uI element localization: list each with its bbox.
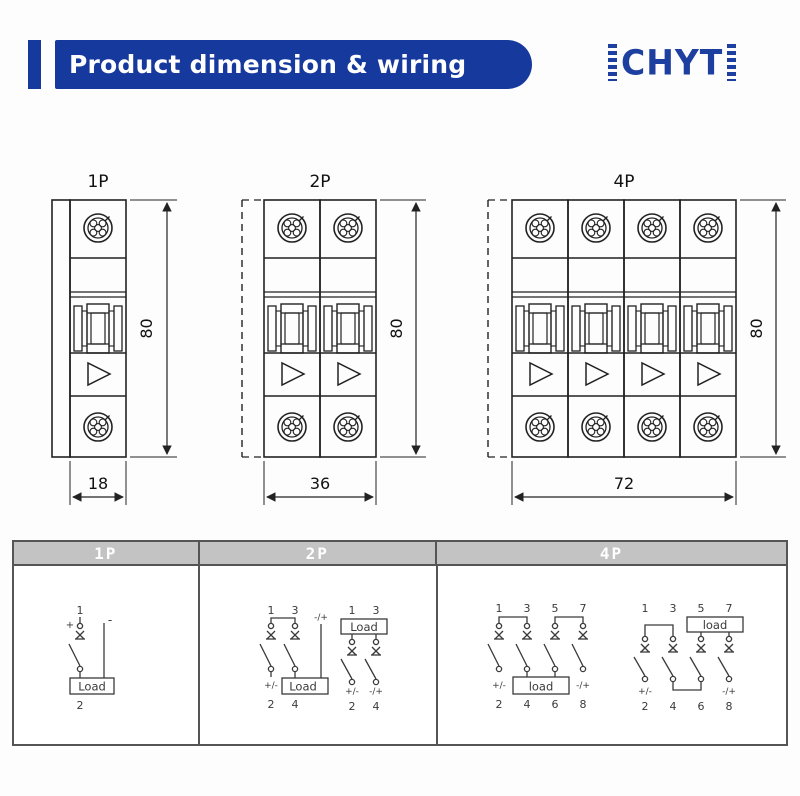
page-title: Product dimension & wiring bbox=[69, 50, 467, 79]
term-label: 8 bbox=[725, 700, 733, 713]
load-label: Load bbox=[350, 620, 378, 634]
drawing-1p-height: 80 bbox=[137, 318, 156, 339]
term-label: 6 bbox=[697, 700, 705, 713]
drawing-2p-width: 36 bbox=[309, 474, 331, 493]
polarity-label: -/+ bbox=[722, 687, 736, 697]
polarity-label: +/- bbox=[492, 681, 506, 691]
drawing-4p-label: 4P bbox=[613, 172, 635, 192]
wiring-cell-2p bbox=[198, 566, 438, 744]
wiring-table-header bbox=[14, 542, 786, 566]
term-label: 2 bbox=[495, 698, 503, 711]
term-label: 1 bbox=[76, 604, 84, 617]
header-banner bbox=[55, 40, 532, 89]
term-label: 1 bbox=[348, 604, 356, 617]
polarity-label: +/- bbox=[345, 687, 359, 697]
polarity-label: -/+ bbox=[314, 613, 328, 623]
term-label: 8 bbox=[579, 698, 587, 711]
term-label: 2 bbox=[641, 700, 649, 713]
drawing-2p-label: 2P bbox=[309, 172, 331, 192]
drawing-2p-height: 80 bbox=[387, 318, 406, 339]
term-label: 1 bbox=[495, 602, 503, 615]
wiring-header-1p: 1P bbox=[94, 543, 118, 563]
load-label: Load bbox=[289, 679, 317, 694]
drawing-2p bbox=[242, 172, 426, 505]
wiring-cell-4p bbox=[438, 566, 788, 744]
load-label: load bbox=[528, 679, 554, 694]
term-label: 5 bbox=[551, 602, 559, 615]
term-label: 4 bbox=[291, 698, 299, 711]
wiring-diagram-1p bbox=[14, 566, 198, 744]
drawing-1p-label: 1P bbox=[87, 172, 109, 192]
term-label: 3 bbox=[372, 604, 380, 617]
term-label: 4 bbox=[669, 700, 677, 713]
wiring-cell-1p bbox=[14, 566, 198, 744]
wiring-4p-variant-b bbox=[634, 602, 743, 713]
wiring-header-4p: 4P bbox=[599, 543, 624, 563]
term-label: 7 bbox=[725, 602, 733, 615]
wiring-2p-variant-b bbox=[341, 604, 387, 713]
drawing-1p-width: 18 bbox=[87, 474, 109, 493]
polarity-label: +/- bbox=[638, 687, 652, 697]
brand-logo bbox=[608, 42, 736, 82]
term-label: 2 bbox=[267, 698, 275, 711]
logo-dash-left-icon bbox=[608, 44, 617, 81]
term-label: 6 bbox=[551, 698, 559, 711]
drawing-4p-height: 80 bbox=[747, 318, 766, 339]
term-label: 3 bbox=[669, 602, 677, 615]
term-label: 1 bbox=[641, 602, 649, 615]
load-label: load bbox=[702, 618, 728, 632]
polarity-label: + bbox=[65, 620, 75, 631]
wiring-diagram-4p bbox=[438, 566, 788, 744]
drawing-1p bbox=[52, 172, 177, 505]
term-label: 1 bbox=[267, 604, 275, 617]
polarity-label: -/+ bbox=[576, 681, 590, 691]
term-label: 2 bbox=[76, 699, 84, 712]
drawing-4p-width: 72 bbox=[613, 474, 635, 493]
term-label: 3 bbox=[523, 602, 531, 615]
drawing-4p bbox=[488, 172, 786, 505]
wiring-4p-variant-a bbox=[488, 602, 590, 711]
wiring-2p-variant-a bbox=[260, 604, 328, 711]
term-label: 3 bbox=[291, 604, 299, 617]
logo-dash-right-icon bbox=[727, 44, 736, 81]
wiring-table bbox=[12, 540, 788, 746]
term-label: 4 bbox=[523, 698, 531, 711]
logo-text: CHYT bbox=[621, 41, 724, 83]
polarity-label: -/+ bbox=[369, 687, 383, 697]
term-label: 5 bbox=[697, 602, 705, 615]
wiring-diagram-2p bbox=[200, 566, 436, 744]
term-label: 4 bbox=[372, 700, 380, 713]
wiring-table-body bbox=[14, 566, 786, 744]
polarity-label: - bbox=[107, 613, 113, 627]
term-label: 2 bbox=[348, 700, 356, 713]
wiring-header-2p: 2P bbox=[198, 542, 437, 564]
polarity-label: +/- bbox=[264, 681, 278, 691]
load-label: Load bbox=[78, 679, 106, 694]
term-label: 7 bbox=[579, 602, 587, 615]
dimension-drawings bbox=[0, 150, 800, 515]
header-accent-bar bbox=[28, 40, 41, 89]
